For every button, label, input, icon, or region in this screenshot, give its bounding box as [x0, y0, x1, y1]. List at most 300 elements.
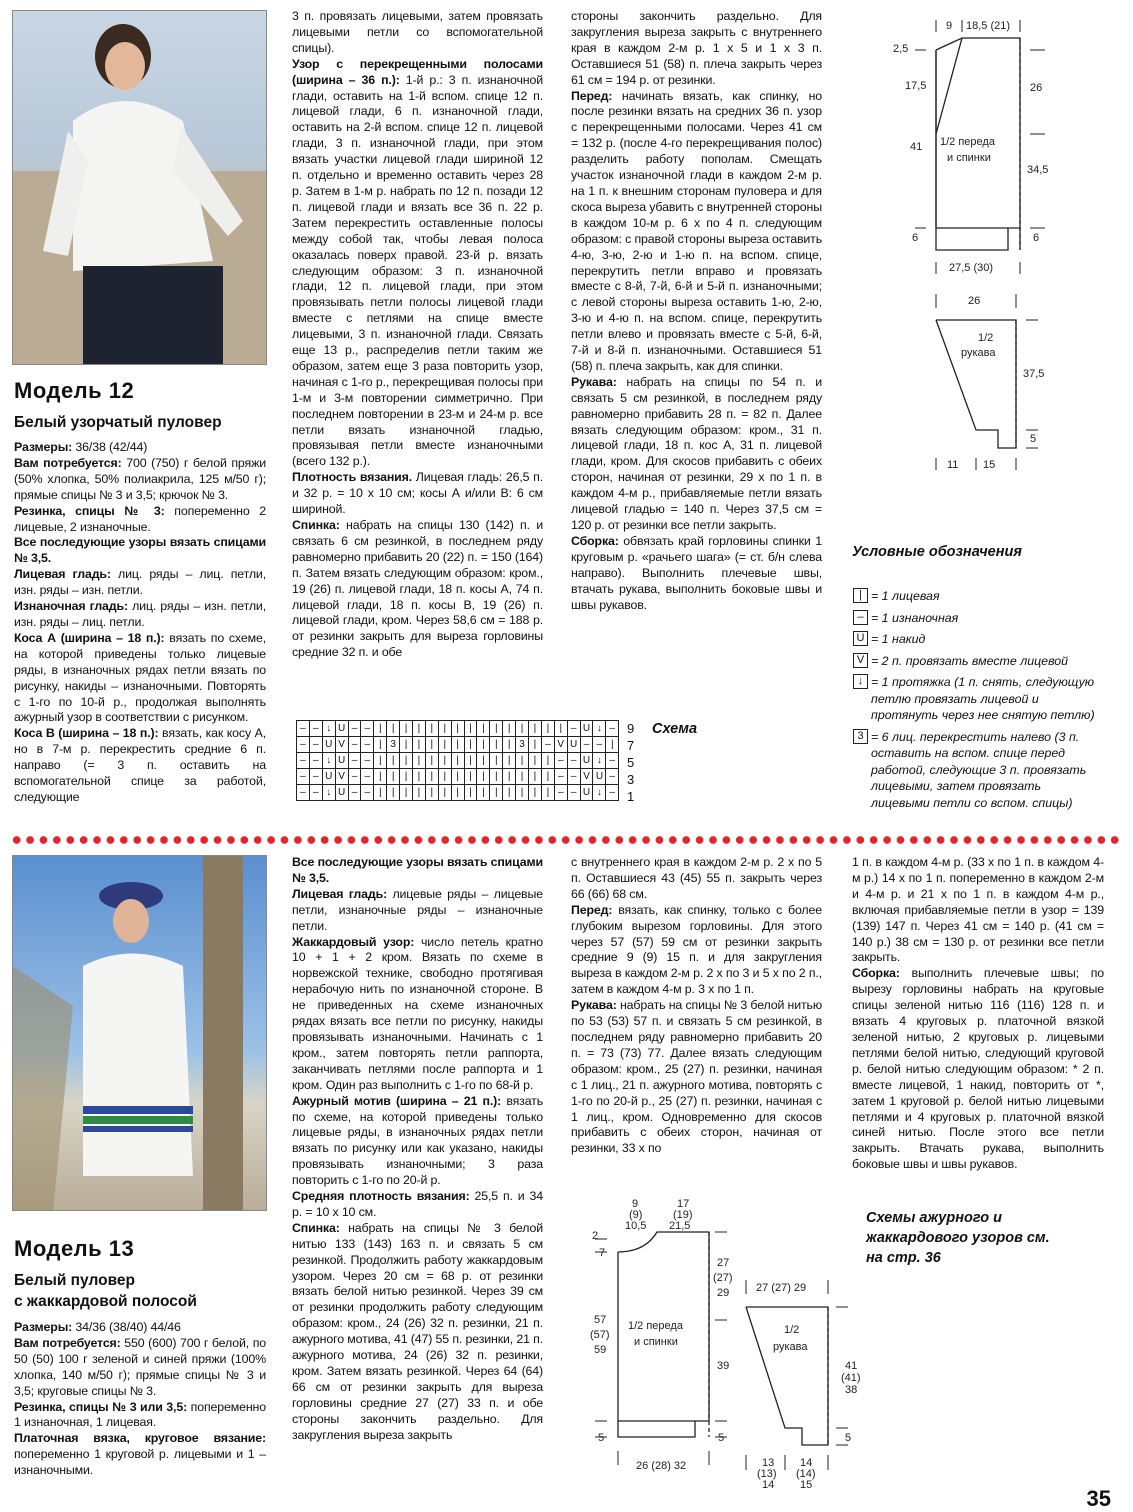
chart-cell: | — [400, 737, 413, 753]
chart-cell: | — [503, 769, 516, 785]
legend-symbol-icon: | — [853, 588, 868, 603]
legend-symbol-icon: U — [853, 631, 868, 646]
chart-cell: – — [297, 769, 310, 785]
m12-dim-l1: 2,5 — [893, 43, 909, 55]
paragraph-heading: Платочная вязка, круговое вязание: — [14, 1431, 266, 1446]
paragraph-heading: Спинка: — [292, 1220, 340, 1235]
paragraph-heading: Размеры: — [14, 1320, 73, 1334]
m12-dim-l2: 17,5 — [905, 80, 927, 92]
chart-cell: | — [516, 769, 529, 785]
model13-subtitle-1: Белый пуловер — [14, 1272, 135, 1289]
knitting-chart — [296, 720, 619, 801]
legend-item — [853, 631, 1103, 648]
chart-cell: – — [348, 721, 361, 737]
model12-subtitle: Белый узорчатый пуловер — [14, 414, 222, 431]
chart-cell: U — [335, 785, 348, 801]
chart-cell: | — [529, 785, 542, 801]
paragraph — [852, 966, 1104, 1173]
paragraph-heading: Изнаночная гладь: — [14, 599, 128, 614]
chart-cell: | — [400, 721, 413, 737]
m13-dim-l4: (57) — [590, 1329, 610, 1341]
paragraph-text: 1 п. в каждом 4-м р. (33 х по 1 п. в каждом 4-м р.) 14 х по 1 п. попеременно в каждом 2-м и 4-м р. и 21 х по 1 п. в каждом 4-м р., включая прибавляемые петли в узор = 139 (139) 147 п. Через 41 см = 140 р. (41 см = 140 р.) 38 см = 130 р. от резинки все петли закрыть. — [852, 855, 1104, 965]
chart-cell: | — [425, 769, 438, 785]
paragraph-text: попеременно 1 круговой р. лицевыми и 1 – изнаночными. — [14, 1447, 266, 1478]
paragraph-heading: Плотность вязания. — [292, 470, 412, 485]
chart-cell: ↓ — [322, 785, 335, 801]
paragraph — [292, 935, 543, 1094]
chart-cell: | — [387, 785, 400, 801]
legend-text: = 1 изнаночная — [871, 610, 959, 625]
model12-title: Модель 12 — [14, 378, 135, 403]
chart-cell: U — [580, 721, 593, 737]
model12-photo — [12, 10, 267, 365]
chart-cell: – — [580, 737, 593, 753]
row-number: 3 — [627, 772, 635, 787]
paragraph-heading: Жаккардовый узор: — [292, 934, 415, 949]
chart-cell: – — [606, 721, 619, 737]
chart-cell: | — [451, 753, 464, 769]
paragraph-heading: Коса А (ширина – 18 п.): — [14, 630, 165, 645]
m13-sleeve-r2: (41) — [841, 1372, 861, 1384]
model13-subtitle-2: с жаккардовой полосой — [14, 1293, 197, 1310]
legend-item — [853, 653, 1103, 670]
chart-cell: – — [567, 721, 580, 737]
paragraph-text: набрать на спицы по 54 п. и связать 5 см резинкой, в последнем ряду равномерно прибавить 28 п. = 82 п. Далее вязать следующим образом: кром., 31 п. лицевой глади, 18 п. кос А, 31 п. лицевой глади, кром. Для скосов прибавить с обеих сторон, начиная от резинки, 29 х по 1 п. в каждом 4-м р., прибавляемые петли вязать лицевой гладью = 140 п. Через 37,5 см = 120 р. от резинки все петли закрыть. — [571, 374, 822, 532]
chart-cell: – — [554, 785, 567, 801]
chart-cell: – — [541, 737, 554, 753]
chart-cell: 3 — [387, 737, 400, 753]
row-number: 9 — [627, 721, 635, 736]
chart-cell: | — [425, 753, 438, 769]
legend-text: = 1 протяжка (1 п. снять, следующую петлю провязать лицевой и протянуть через нее снятую петлю) — [871, 675, 1095, 722]
m13-dim-l5: 59 — [594, 1344, 607, 1356]
m12-dim-top-left: 9 — [946, 20, 953, 32]
chart-cell: ↓ — [593, 785, 606, 801]
legend-item — [853, 674, 1103, 724]
chart-cell: ↓ — [322, 721, 335, 737]
m13-sleeve-b1: 13 — [762, 1457, 775, 1469]
paragraph-heading: Перед: — [571, 88, 613, 103]
chart-cell: | — [490, 785, 503, 801]
chart-cell: 3 — [516, 737, 529, 753]
paragraph-heading: Ажурный мотив (ширина – 21 п.): — [292, 1093, 502, 1108]
chart-cell: – — [348, 753, 361, 769]
m13-sleeve-b2: (13) — [757, 1468, 777, 1480]
chart-cell: U — [322, 769, 335, 785]
legend-text: = 6 лиц. перекрестить налево (3 п. оставить на вспом. спице перед работой, следующие 3 п. провязать лицевыми, затем провязать лицевыми петли со вспом. спицы) — [871, 729, 1087, 810]
m13-dim-t3: 17 — [677, 1198, 690, 1210]
chart-cell: | — [374, 737, 387, 753]
model13-illustration — [13, 856, 267, 1211]
chart-cell: V — [580, 769, 593, 785]
chart-cell: – — [297, 753, 310, 769]
chart-cell: – — [567, 753, 580, 769]
chart-cell: – — [361, 721, 374, 737]
m13-sleeve-label-2: рукава — [773, 1341, 808, 1353]
paragraph — [292, 57, 543, 471]
legend-item — [853, 588, 1103, 605]
m12-sleeve-right: 37,5 — [1023, 368, 1045, 380]
paragraph — [292, 518, 543, 661]
chart-cell: | — [490, 737, 503, 753]
chart-cell: – — [567, 785, 580, 801]
chart-cell: – — [348, 737, 361, 753]
chart-cell: U — [580, 785, 593, 801]
chart-cell: | — [374, 769, 387, 785]
m12-sleeve-top: 26 — [968, 295, 981, 307]
paragraph-text: 25,5 п. и 34 р. = 10 х 10 см. — [292, 1189, 543, 1219]
model13-photo — [12, 855, 267, 1211]
paragraph — [292, 9, 543, 57]
legend-symbol-icon: ↓ — [853, 674, 868, 689]
chart-cell: | — [529, 769, 542, 785]
paragraph-text: лиц. ряды – лиц. петли, изн. ряды – изн. петли. — [14, 567, 266, 598]
chart-cell: – — [309, 721, 322, 737]
m13-dim-r2: (27) — [713, 1272, 733, 1284]
m13-dim-t0: 9 — [632, 1198, 639, 1210]
m13-dim-t2: 10,5 — [625, 1220, 647, 1232]
chart-cell: | — [374, 753, 387, 769]
chart-cell: | — [477, 721, 490, 737]
model12-illustration — [13, 11, 267, 365]
paragraph — [292, 470, 543, 518]
chart-cell: | — [516, 785, 529, 801]
paragraph — [571, 998, 822, 1157]
m13-dim-r1: 27 — [717, 1257, 730, 1269]
chart-cell: – — [554, 769, 567, 785]
paragraph-text: попеременно 1 изнаночная, 1 лицевая. — [14, 1399, 266, 1430]
paragraph — [14, 567, 266, 599]
chart-cell: | — [413, 769, 426, 785]
chart-cell: U — [580, 753, 593, 769]
chart-cell: | — [413, 753, 426, 769]
chart-cell: | — [400, 753, 413, 769]
paragraph-text: 36/38 (42/44) — [72, 440, 148, 454]
m12-dim-r1: 26 — [1030, 82, 1043, 94]
paragraph — [292, 1221, 543, 1444]
chart-cell: | — [503, 721, 516, 737]
chart-row — [297, 721, 619, 737]
legend-symbol-icon: – — [853, 610, 868, 625]
legend-text: = 1 накид — [871, 632, 926, 646]
paragraph-text: набрать на спицы № 3 белой нитью по 53 (53) 57 п. и связать 5 см резинкой, в последнем ряду равномерно прибавить 20 п. = 73 (73) 77. Далее вязать следующим образом: кром., 25 (27) п. резинки, начиная с 1 лиц., 21 п. ажурного мотива, повторять с 1-го по 20-й р., 25 (27) п. резинки, начиная с 1 лиц., кром. Одновременно для скосов прибавить с обеих сторон, начиная от резинки, 33 х по — [571, 998, 822, 1156]
paragraph-heading: Лицевая гладь: — [292, 886, 388, 901]
m13-dim-l1: 2 — [592, 1230, 599, 1242]
chart-cell: | — [541, 785, 554, 801]
chart-cell: | — [413, 721, 426, 737]
model13-col1 — [14, 1320, 266, 1479]
chart-cell: – — [309, 753, 322, 769]
chart-cell: | — [464, 721, 477, 737]
paragraph — [292, 1189, 543, 1221]
chart-cell: | — [451, 785, 464, 801]
paragraph — [571, 855, 822, 903]
m13-dim-l2: 7 — [599, 1247, 606, 1259]
m13-dim-width: 26 (28) 32 — [636, 1460, 687, 1472]
chart-cell: – — [309, 769, 322, 785]
m13-sleeve-label-1: 1/2 — [784, 1324, 800, 1336]
chart-cell: | — [503, 737, 516, 753]
chart-cell: – — [348, 785, 361, 801]
paragraph — [292, 855, 543, 887]
paragraph-heading: Вам потребуется: — [14, 455, 122, 470]
paragraph-text: 700 (750) г белой пряжи (50% хлопка, 50% полиакрила, 125 м/50 г); прямые спицы № 3 и 3,5; крючок № 3. — [14, 455, 266, 502]
m12-dim-r2: 34,5 — [1027, 164, 1049, 176]
chart-cell: – — [297, 721, 310, 737]
chart-cell: | — [464, 737, 477, 753]
chart-row — [297, 737, 619, 753]
paragraph-heading: Узор с перекрещенными полосами (ширина – 36 п.): — [292, 56, 543, 87]
paragraph-heading: Рукава: — [571, 374, 617, 389]
chart-cell: | — [374, 721, 387, 737]
chart-cell: | — [541, 753, 554, 769]
paragraph-heading: Сборка: — [571, 533, 619, 548]
paragraph — [14, 726, 266, 806]
chart-cell: ↓ — [593, 721, 606, 737]
paragraph-text: 550 (600) 700 г белой, по 50 (50) 100 г зеленой и синей пряжи (100% хлопка, 140 м/50 г); прямые спицы № 3 и 3,5; круговые спицы № 3. — [14, 1335, 266, 1398]
m13-dim-br: 5 — [718, 1432, 725, 1444]
m13-sleeve-r1: 41 — [845, 1360, 858, 1372]
chart-cell: | — [438, 753, 451, 769]
chart-row — [297, 785, 619, 801]
paragraph-heading: Резинка, спицы № 3: — [14, 503, 165, 518]
m13-sleeve-cuff: 5 — [845, 1432, 852, 1444]
paragraph — [14, 1336, 266, 1400]
chart-cell: | — [516, 753, 529, 769]
chart-cell: V — [554, 737, 567, 753]
paragraph-text: 34/36 (38/40) 44/46 — [72, 1320, 181, 1334]
m13-dim-r3: 29 — [717, 1287, 730, 1299]
m13-sleeve-b4: 14 — [800, 1457, 813, 1469]
paragraph-text: стороны закончить раздельно. Для закругления выреза закрыть с внутреннего края в каждом 2-м р. 1 х 5 и 1 х 3 п. Оставшиеся 51 (58) п. плеча закрыть через 61 см = 194 р. от резинки. — [571, 9, 822, 87]
chart-cell: | — [438, 721, 451, 737]
m13-sleeve-top: 27 (27) 29 — [756, 1282, 807, 1294]
paragraph — [571, 903, 822, 998]
chart-cell: | — [503, 753, 516, 769]
m13-sleeve-b5: (14) — [796, 1468, 816, 1480]
chart-cell: | — [413, 737, 426, 753]
chart-cell: | — [477, 753, 490, 769]
chart-cell: – — [606, 753, 619, 769]
paragraph-heading: Коса В (ширина – 18 п.): — [14, 726, 159, 741]
chart-cell: | — [541, 769, 554, 785]
m13-dim-l3: 57 — [594, 1314, 607, 1326]
paragraph-text: вязать, как спинку, только с более глубоким вырезом горловины. Для этого через 57 (57) 59 см от резинки закрыть средние 9 (9) 15 п. и для закругления выреза в каждом 2-м р. 2 х по 3 и 5 х по 2 п., затем в каждом 4-м р. 3 х по 1 п. — [571, 902, 822, 997]
paragraph — [852, 855, 1104, 966]
paragraph-text: выполнить плечевые швы; по вырезу горловины набрать на круговые спицы зеленой нитью 116 (116) 128 п. и вязать 4 круговых р. платочной вязкой зеленой нитью, 2 круговых р. лицевыми петлями белой нитью, следующий круговой р. белой нитью следующим образом: * 2 п. вместе лицевой, 1 накид, повторить от *, затем 1 круговой р. белой нитью лицевыми петлями и 4 круговых р. платочной вязкой синей нитью. После этого все петли закрыть. Втачать рукава, выполнить боковые швы и швы рукавов. — [852, 966, 1104, 1172]
legend-text: = 2 п. провязать вместе лицевой — [871, 653, 1069, 668]
m13-sleeve-r3: 38 — [845, 1384, 858, 1396]
paragraph — [14, 535, 266, 567]
legend-item — [853, 610, 1103, 627]
model12-col2 — [292, 9, 543, 661]
chart-cell: | — [464, 785, 477, 801]
chart-cell: – — [361, 769, 374, 785]
paragraph — [14, 1431, 266, 1479]
paragraph — [571, 89, 822, 375]
paragraph-text: 1-й р.: 3 п. изнаночной глади, оставить на 1-й вспом. спице 12 п. лицевой глади, 6 п. изнаночной глади, оставить на 2-й вспом. спице 12 п. лицевой глади, 3 п. изнаночной глади, при этом вязать участки лицевой глади шириной 12 п. отдельно и временно оставить через 28 р. Затем в 1-м р. набрать по 12 п. позади 12 п. лицевой глади и вязать все 36 п. 22 р. Затем перекрестить оставленные полосы между собой так, чтобы левая полоса оказалась поверх правой. 23-й р. вязать следующим образом: 3 п. изнаночной глади, 12 п. лицевой глади, при этом провязывать петли полосы лицевой глади вместе с петлями на спице вместе лицевыми, 3 п. изнаночной глади. Связать еще 13 р., распределив петли таким же образом, затем еще 3 раза повторить узор, начиная с 1-го р., перекрещивая полосы при 1-м и 3-м повторении симметрично. При последнем повторении в 23-м и 24-м р. все петли вязать изнаночной гладью, провязывая петли вместе изнаночными (всего 132 р.). — [292, 72, 543, 469]
page-number: 35 — [1086, 1486, 1111, 1511]
m13-dim-t1: (9) — [629, 1209, 643, 1221]
chart-cell: – — [361, 785, 374, 801]
chart-cell: | — [477, 785, 490, 801]
paragraph-text: вязать по схеме, на которой приведены только лицевые ряды, в изнаночных рядах петли вязать по рисунку, накиды – изнаночными. Повторять с 1-го по 10-й р., продолжая выполнять ажурный узор в соответствии с рисунком. — [14, 630, 266, 725]
paragraph-text: лиц. ряды – изн. петли, изн. ряды – лиц. петли. — [14, 599, 266, 629]
model12-col1 — [14, 440, 266, 806]
paragraph-text: Лицевая гладь: 26,5 п. и 32 р. = 10 х 10 см; косы А и/или В: 6 см шириной. — [292, 470, 544, 517]
chart-cell: | — [400, 785, 413, 801]
model13-col4 — [852, 855, 1104, 1173]
m13-dim-bl: 5 — [598, 1432, 605, 1444]
chart-cell: | — [464, 753, 477, 769]
m12-dim-bottom-r: 6 — [1033, 232, 1040, 244]
chart-cell: | — [438, 737, 451, 753]
chart-cell: – — [361, 753, 374, 769]
model13-note: Схемы ажурного и жаккардового узоров см. на стр. 36 — [866, 1210, 1050, 1266]
m13-sleeve-b6: 15 — [800, 1479, 813, 1491]
chart-cell: | — [451, 721, 464, 737]
chart-cell: | — [425, 785, 438, 801]
row-number: 5 — [627, 755, 635, 770]
m13-sleeve-b3: 14 — [762, 1479, 775, 1491]
legend-title: Условные обозначения — [852, 544, 1022, 560]
paragraph — [14, 1320, 266, 1336]
chart-cell: U — [567, 737, 580, 753]
m13-body-label-2: и спинки — [634, 1336, 678, 1348]
chart-cell: – — [361, 737, 374, 753]
m13-dim-t5: 21,5 — [669, 1220, 691, 1232]
paragraph — [14, 599, 266, 631]
chart-cell: | — [387, 721, 400, 737]
chart-cell: – — [309, 785, 322, 801]
chart-cell: U — [593, 769, 606, 785]
chart-cell: | — [529, 753, 542, 769]
chart-cell: | — [490, 721, 503, 737]
paragraph — [292, 1094, 543, 1189]
paragraph-heading: Все последующие узоры вязать спицами № 3,5. — [14, 535, 266, 566]
chart-cell: – — [297, 785, 310, 801]
paragraph-text: вязать, как косу А, но в 7-м р. перекрестить средние 6 п. направо (= 3 п. оставить на вспомогательной спице за работой, следующие — [14, 726, 266, 804]
chart-cell: V — [335, 737, 348, 753]
paragraph — [14, 440, 266, 456]
paragraph-text: набрать на спицы № 3 белой нитью 133 (143) 163 п. и связать 5 см резинкой. Продолжить работу жаккардовым узором. Через 20 см = 68 р. от резинки вязать белой нитью резинкой. Через 39 см от резинки продолжить работу следующим образом: кром., 24 (26) 32 п. резинки, 21 п. ажурного мотива, 41 (47) 55 п. резинки, 21 п. ажурного мотива, 24 (26) 32 п. резинки, кром. Затем вязать резинкой. Через 64 (64) 66 см от резинки закрыть для выреза горловины средние 27 (27) 33 п. и обе стороны закончить раздельно. Для закругления выреза закрыть — [292, 1220, 543, 1442]
chart-cell: – — [606, 769, 619, 785]
chart-cell: – — [593, 737, 606, 753]
chart-cell: | — [400, 769, 413, 785]
m12-sleeve-label-1: 1/2 — [978, 332, 994, 344]
m12-sleeve-cuff: 5 — [1030, 433, 1037, 445]
paragraph-text: начинать вязать, как спинку, но после резинки вязать на средних 36 п. узор с перекрещенными полосами. Через 41 см = 132 р. (после 4-го перекрещивания полос) разделить работу пополам. Смещать участок изнаночной глади в каждом 2-м р. на 1 п. к внешним сторонам пуловера и для скоса выреза убавить с внутренней стороны в каждом 10-м р. 6 х по 4 п. следующим образом: с правой стороны выреза оставить 4-ю, 3-ю, 2-ю и 1-ю п. на вспом. спице, перекрутить петли вправо и провязать вместе с 8-й, 7-й, 6-й и 5-й п. изнаночными; с левой стороны выреза оставить 1-ю, 2-ю, 3-ю и 4-ю п. на вспом. спице, перекрутить петли влево и провязать вместе с 5-й, 6-й, 7-й и 8-й п. изнаночными. Оставшиеся 51 (58) п. плеча закрыть, как для спинки. — [571, 88, 822, 373]
m12-sleeve-label-2: рукава — [961, 347, 996, 359]
paragraph — [571, 9, 822, 89]
chart-cell: | — [438, 785, 451, 801]
chart-cell: ↓ — [593, 753, 606, 769]
paragraph-heading: Лицевая гладь: — [14, 567, 111, 582]
legend-symbol-icon: 3 — [853, 729, 868, 744]
m12-body-label-1: 1/2 переда — [940, 136, 995, 148]
chart-cell: – — [309, 737, 322, 753]
chart-cell: V — [335, 769, 348, 785]
chart-cell: U — [322, 737, 335, 753]
paragraph — [292, 887, 543, 935]
chart-cell: – — [348, 769, 361, 785]
model13-col3 — [571, 855, 822, 1157]
m12-dim-top-right: 18,5 (21) — [966, 20, 1011, 32]
paragraph — [571, 375, 822, 534]
chart-cell: – — [297, 737, 310, 753]
paragraph-text: вязать по схеме, на которой приведены только лицевые ряды, в изнаночных рядах петли вязать по рисунку или как указано, накиды провязывать изнаночными; 3 раза повторить с 1-го по 20-й р. — [292, 1093, 544, 1188]
paragraph-heading: Резинка, спицы № 3 или 3,5: — [14, 1399, 188, 1414]
chart-cell: | — [425, 721, 438, 737]
paragraph-text: с внутреннего края в каждом 2-м р. 2 х по 5 п. Оставшиеся 43 (45) 55 п. закрыть через 66 (66) 68 см. — [571, 855, 822, 901]
m12-dim-width: 27,5 (30) — [949, 262, 994, 274]
paragraph — [14, 1400, 266, 1432]
paragraph-text: набрать на спицы 130 (142) п. и связать 6 см резинкой, в последнем ряду равномерно прибавить 20 (22) п. = 150 (164) п. Затем вязать следующим образом: кром., 19 (26) п. лицевой глади, 18 п. косы А, 74 п. лицевой глади, 18 п. косы В, 19 (26) п. лицевой глади, кром. Через 58,6 см = 188 р. от резинки закрыть для выреза горловины средние 32 п. и обе — [292, 518, 543, 660]
paragraph-heading: Размеры: — [14, 440, 73, 454]
paragraph-text: 3 п. провязать лицевыми, затем провязать лицевыми петли со вспомогательной спицы). — [292, 9, 543, 55]
chart-cell: | — [490, 753, 503, 769]
chart-cell: – — [567, 769, 580, 785]
paragraph-text: число петель кратно 10 + 1 + 2 кром. Вязать по схеме в норвежской технике, свободно протягивая нерабочую нить по изнаночной стороне. В не приведенных на схеме изнаночных рядах вязать все петли по рисунку, накиды провязывать изнаночными. Начинать с 1 кром., затем повторять петли раппорта, заканчивать петлями после раппорта и 1 кром. Один раз выполнить с 1-го по 68-й р. — [292, 934, 544, 1092]
chart-cell: | — [451, 769, 464, 785]
chart-cell: | — [516, 721, 529, 737]
paragraph-heading: Рукава: — [571, 998, 617, 1013]
paragraph-heading: Вам потребуется: — [14, 1335, 121, 1350]
paragraph — [14, 631, 266, 726]
m13-dim-t4: (19) — [673, 1209, 693, 1221]
m12-sleeve-b1: 11 — [947, 459, 959, 471]
legend — [853, 588, 1103, 816]
row-number: 7 — [627, 738, 635, 753]
paragraph-heading: Сборка: — [852, 966, 900, 981]
legend-symbol-icon: V — [853, 653, 868, 668]
paragraph-text: попеременно 2 лицевые, 2 изнаночные. — [14, 503, 266, 534]
chart-row — [297, 769, 619, 785]
model13-col2 — [292, 855, 543, 1444]
m12-sleeve-b2: 15 — [983, 459, 996, 471]
chart-row — [297, 753, 619, 769]
paragraph-heading: Все последующие узоры вязать спицами № 3,5. — [292, 855, 543, 885]
legend-text: = 1 лицевая — [871, 589, 940, 603]
red-dot-divider — [10, 834, 1120, 846]
paragraph-heading: Спинка: — [292, 518, 340, 532]
schema-label: Схема — [652, 721, 698, 737]
paragraph — [14, 504, 266, 536]
chart-cell: U — [335, 721, 348, 737]
row-number: 1 — [627, 789, 635, 804]
chart-cell: | — [438, 769, 451, 785]
chart-cell: | — [503, 785, 516, 801]
chart-cell: – — [606, 785, 619, 801]
paragraph-text: лицевые ряды – лицевые петли, изнаночные ряды – изнаночные петли. — [292, 886, 543, 933]
chart-cell: | — [606, 737, 619, 753]
chart-cell: | — [387, 769, 400, 785]
model13-title: Модель 13 — [14, 1236, 135, 1261]
chart-cell: | — [529, 737, 542, 753]
paragraph — [14, 456, 266, 504]
chart-cell: | — [490, 769, 503, 785]
chart-cell: | — [477, 737, 490, 753]
chart-cell: | — [477, 769, 490, 785]
chart-cell: | — [541, 721, 554, 737]
chart-cell: | — [413, 785, 426, 801]
m12-dim-l3: 41 — [910, 141, 923, 153]
paragraph-heading: Средняя плотность вязания: — [292, 1189, 470, 1204]
chart-cell: | — [529, 721, 542, 737]
chart-cell: | — [464, 769, 477, 785]
chart-cell: – — [554, 753, 567, 769]
chart-cell: | — [554, 721, 567, 737]
